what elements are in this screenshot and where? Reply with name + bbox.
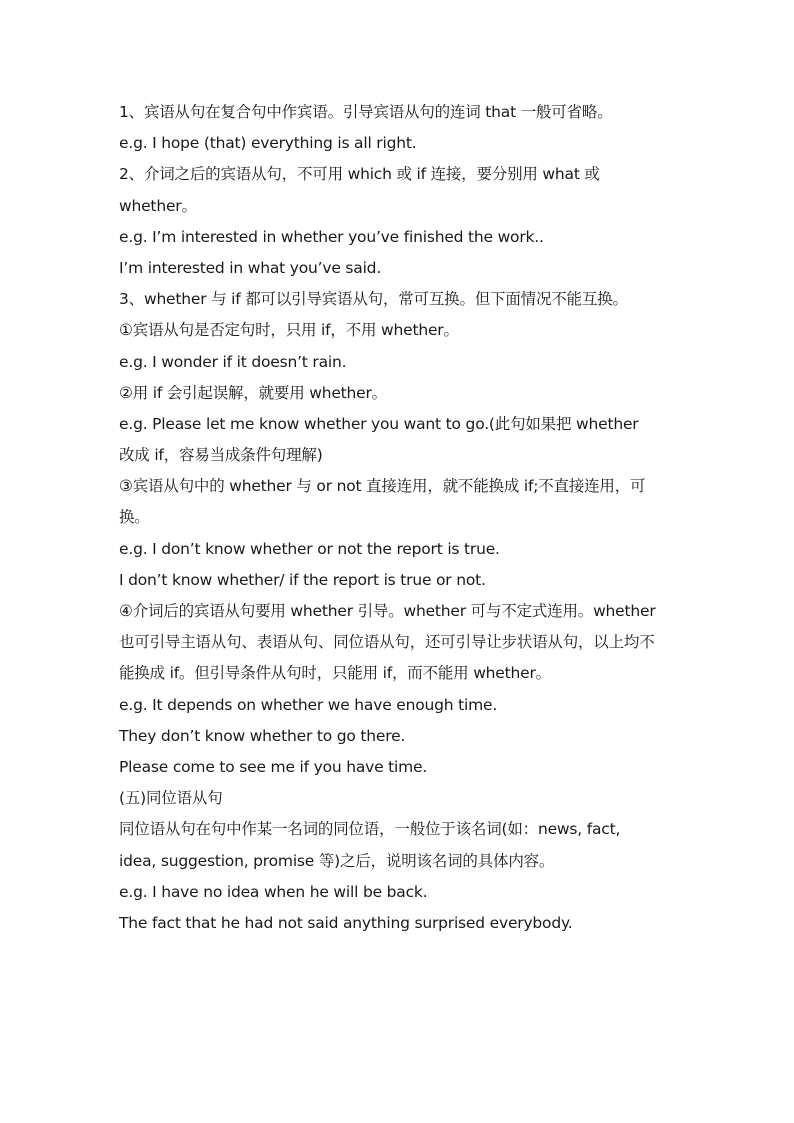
text-line: e.g. Please let me know whether you want to go.(此句如果把 whether bbox=[119, 414, 639, 433]
text-line: I’m interested in what you’ve said. bbox=[119, 258, 382, 277]
text-line: 也可引导主语从句、表语从句、同位语从句，还可引导让步状语从句，以上均不 bbox=[119, 633, 655, 652]
text-line: 换。 bbox=[119, 508, 150, 527]
text-line: They don’t know whether to go there. bbox=[119, 726, 406, 745]
text-line: 改成 if，容易当成条件句理解) bbox=[119, 446, 323, 465]
text-line: e.g. I wonder if it doesn’t rain. bbox=[119, 352, 347, 371]
document-body bbox=[119, 97, 681, 939]
text-line: e.g. It depends on whether we have enough time. bbox=[119, 695, 498, 714]
text-line: e.g. I have no idea when he will be back. bbox=[119, 882, 428, 901]
text-line: The fact that he had not said anything surprised everybody. bbox=[119, 913, 573, 932]
text-line: 能换成 if。但引导条件从句时，只能用 if，而不能用 whether。 bbox=[119, 664, 551, 683]
text-line: ②用 if 会引起误解，就要用 whether。 bbox=[119, 383, 387, 402]
text-line: 1、宾语从句在复合句中作宾语。引导宾语从句的连词 that 一般可省略。 bbox=[119, 103, 613, 121]
text-line: ③宾语从句中的 whether 与 or not 直接连用，就不能换成 if;不直接连用，可 bbox=[119, 477, 646, 496]
text-line: ①宾语从句是否定句时，只用 if，不用 whether。 bbox=[119, 321, 459, 340]
text-line: I don’t know whether/ if the report is true or not. bbox=[119, 570, 486, 589]
text-line: 2、介词之后的宾语从句，不可用 which 或 if 连接，要分别用 what 或 bbox=[119, 165, 600, 184]
text-line: e.g. I’m interested in whether you’ve finished the work.. bbox=[119, 227, 544, 246]
text-line: 3、whether 与 if 都可以引导宾语从句，常可互换。但下面情况不能互换。 bbox=[119, 290, 628, 309]
text-line: whether。 bbox=[119, 196, 197, 215]
text-line: Please come to see me if you have time. bbox=[119, 757, 428, 776]
text-line: ④介词后的宾语从句要用 whether 引导。whether 可与不定式连用。whether bbox=[119, 602, 656, 620]
text-line: idea, suggestion, promise 等)之后，说明该名词的具体内容。 bbox=[119, 851, 555, 870]
text-line: 同位语从句在句中作某一名词的同位语，一般位于该名词(如：news, fact, bbox=[119, 820, 621, 839]
section-heading: (五)同位语从句 bbox=[119, 789, 223, 808]
text-line: e.g. I hope (that) everything is all right. bbox=[119, 134, 417, 153]
text-line: e.g. I don’t know whether or not the report is true. bbox=[119, 539, 500, 558]
